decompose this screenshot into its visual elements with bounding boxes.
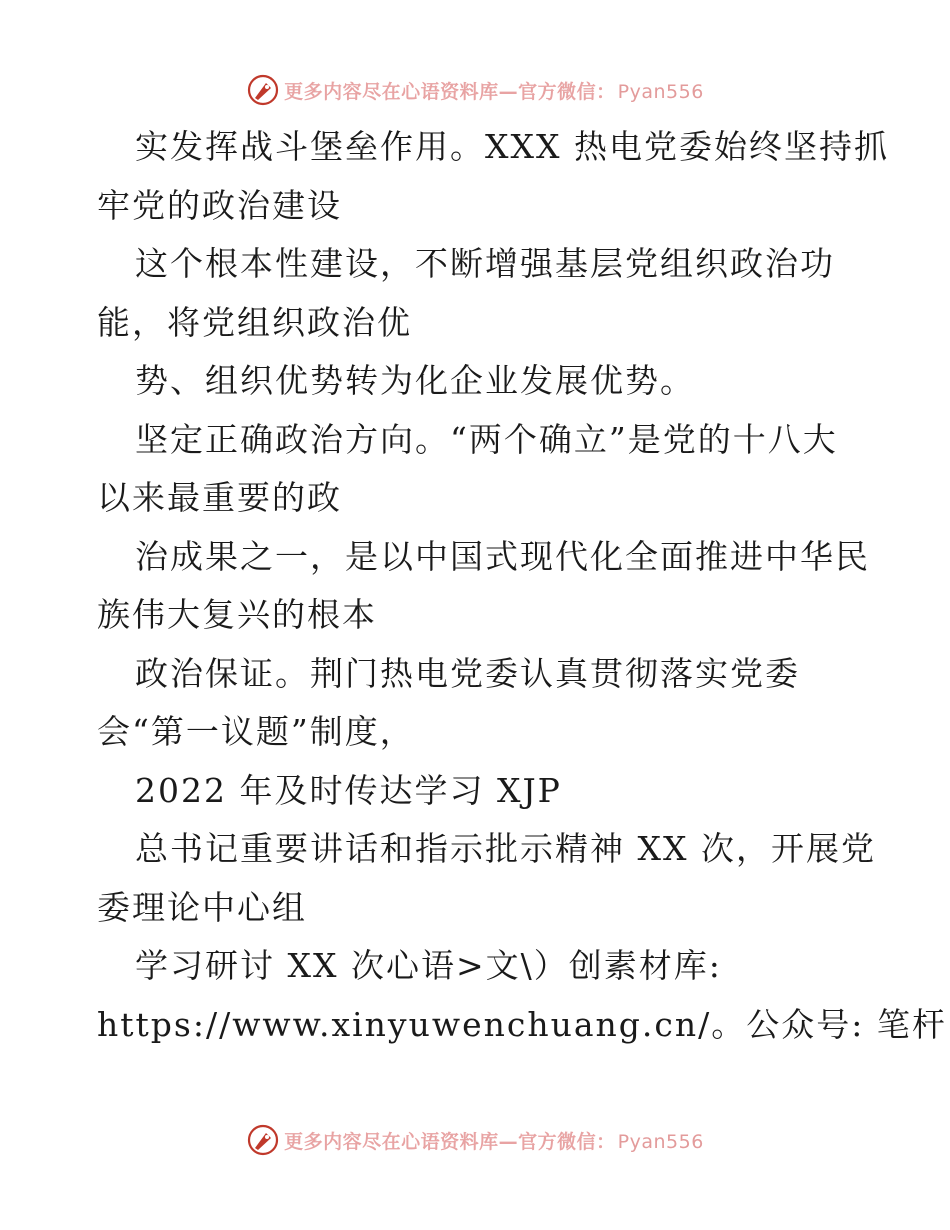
footer-watermark	[0, 1120, 950, 1160]
pen-nib-icon	[246, 1123, 280, 1157]
pen-nib-icon	[246, 73, 280, 107]
document-body	[97, 118, 947, 1054]
text-line: 以来最重要的政	[97, 478, 342, 517]
text-line: 会“第一议题”制度，	[97, 712, 415, 751]
text-line: 牢党的政治建设	[97, 185, 342, 225]
url-line: https://www.xinyuwenchuang.cn/。公众号: 笔杆	[97, 1004, 947, 1044]
text-line: 势、组织优势转为化企业发展优势。	[135, 361, 695, 400]
text-line: 政治保证。荆门热电党委认真贯彻落实党委	[135, 653, 800, 693]
text-line: 这个根本性建设，不断增强基层党组织政治功	[135, 244, 835, 283]
header-text: 更多内容尽在心语资料库—官方微信： Pyan556	[284, 80, 704, 103]
header-watermark	[0, 70, 950, 110]
text-line: 坚定正确政治方向。“两个确立”是党的十八大	[135, 419, 838, 459]
text-line: 治成果之一，是以中国式现代化全面推进中华民	[135, 536, 870, 576]
text-line: 2022 年及时传达学习 XJP	[135, 770, 562, 810]
footer-text: 更多内容尽在心语资料库—官方微信： Pyan556	[284, 1130, 704, 1153]
text-line: 实发挥战斗堡垒作用。XXX 热电党委始终坚持抓	[135, 127, 889, 166]
header-handle: Pyan556	[617, 80, 704, 103]
text-line: 委理论中心组	[97, 887, 307, 927]
text-line: 能，将党组织政治优	[97, 302, 412, 342]
text-line: 总书记重要讲话和指示批示精神 XX 次，开展党	[135, 829, 876, 868]
text-line: 学习研讨 XX 次心语>文\）创素材库:	[135, 946, 722, 985]
footer-handle: Pyan556	[617, 1130, 704, 1153]
text-line: 族伟大复兴的根本	[97, 595, 377, 634]
